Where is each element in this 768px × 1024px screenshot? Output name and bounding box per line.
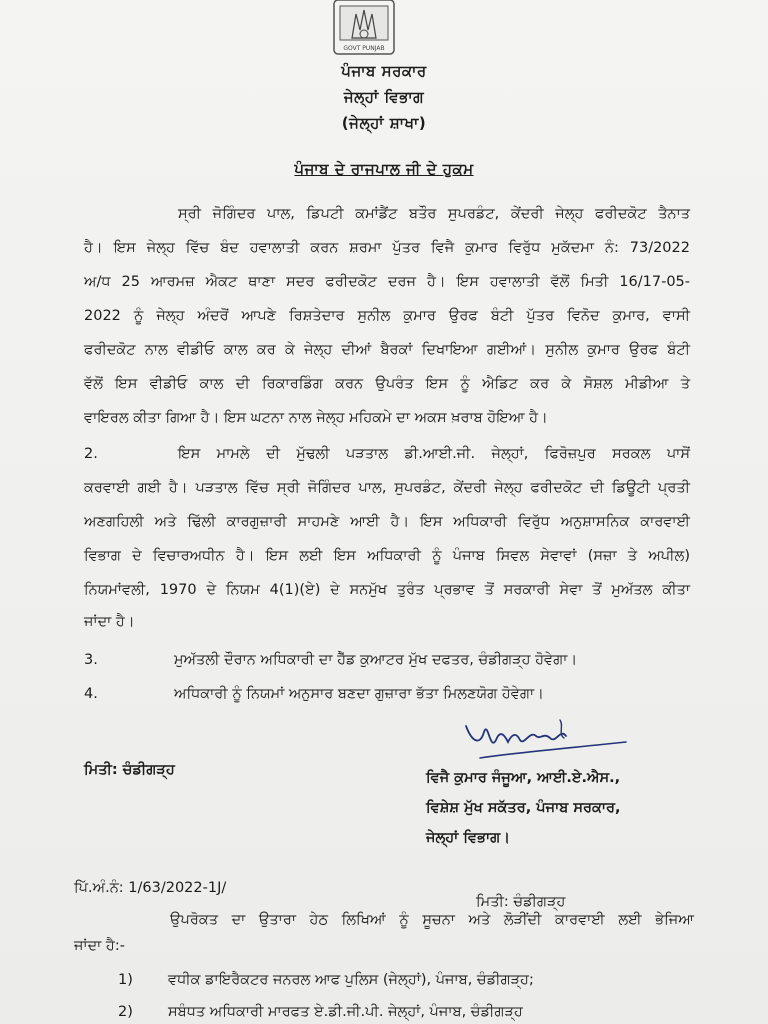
endorsement-intro: ਉਪਰੋਕਤ ਦਾ ਉਤਾਰਾ ਹੇਠ ਲਿਖਿਆਂ ਨੂੰ ਸੂਚਨਾ ਅਤੇ ਲੋੜੀਂਦੀ ਕਾਰਵਾਈ ਲਈ ਭੇਜਿਆ [170,912,694,928]
branch-name: (ਜੇਲ੍ਹਾਂ ਸ਼ਾਖਾ) [341,114,427,132]
para2-line: ਇਸ ਮਾਮਲੇ ਦੀ ਮੁੱਢਲੀ ਪੜਤਾਲ ਡੀ.ਆਈ.ਜੀ. ਜੇਲ੍ਹਾਂ, ਫਿਰੋਜ਼ਪੁਰ ਸਰਕਲ ਪਾਸੋਂ [178,446,690,462]
para4-number: 4. [84,686,98,702]
para2-number: 2. [84,446,98,462]
para1-line: ਸ੍ਰੀ ਜੋਗਿੰਦਰ ਪਾਲ, ਡਿਪਟੀ ਕਮਾਂਡੈਂਟ ਬਤੌਰ ਸੁਪਰਡੰਟ, ਕੇਂਦਰੀ ਜੇਲ੍ਹ ਫਰੀਦਕੋਟ ਤੈਨਾਤ [178,206,690,222]
endorsement-date: ਮਿਤੀ: ਚੰਡੀਗੜ੍ਹ [476,894,566,910]
para1-line: 2022 ਨੂੰ ਜੇਲ੍ਹ ਅੰਦਰੋਂ ਆਪਣੇ ਰਿਸ਼ਤੇਦਾਰ ਸੁਨੀਲ ਕੁਮਾਰ ਉਰਫ ਬੰਟੀ ਪੁੱਤਰ ਵਿਨੋਦ ਕੁਮਾਰ, ਵਾਸੀ [84,308,690,324]
place-label: ਮਿਤੀ: ਚੰਡੀਗੜ੍ਹ [84,762,175,778]
para2-line: ਵਿਭਾਗ ਦੇ ਵਿਚਾਰਅਧੀਨ ਹੈ। ਇਸ ਲਈ ਇਸ ਅਧਿਕਾਰੀ ਨੂੰ ਪੰਜਾਬ ਸਿਵਲ ਸੇਵਾਵਾਂ (ਸਜ਼ਾ ਤੇ ਅਪੀਲ) [84,548,690,564]
list-item-number: 2) [118,1004,133,1020]
para2-line: ਅਣਗਹਿਲੀ ਅਤੇ ਢਿੱਲੀ ਕਾਰਗੁਜ਼ਾਰੀ ਸਾਹਮਣੇ ਆਈ ਹੈ। ਇਸ ਅਧਿਕਾਰੀ ਵਿਰੁੱਧ ਅਨੁਸ਼ਾਸਨਿਕ ਕਾਰਵਾਈ [84,514,690,530]
para1-line: ਵੱਲੋਂ ਇਸ ਵੀਡੀਓ ਕਾਲ ਦੀ ਰਿਕਾਰਡਿੰਗ ਕਰਨ ਉਪਰੰਤ ਇਸ ਨੂੰ ਐਡਿਟ ਕਰ ਕੇ ਸੋਸ਼ਲ ਮੀਡੀਆ ਤੇ [84,376,690,392]
para1-line: ਹੈ। ਇਸ ਜੇਲ੍ਹ ਵਿੱਚ ਬੰਦ ਹਵਾਲਾਤੀ ਕਰਨ ਸ਼ਰਮਾ ਪੁੱਤਰ ਵਿਜੈ ਕੁਮਾਰ ਵਿਰੁੱਧ ਮੁਕੱਦਮਾ ਨੰ: 73/2022 [84,240,690,256]
govt-name: ਪੰਜਾਬ ਸਰਕਾਰ [341,62,427,80]
para3-text: ਮੁਅੱਤਲੀ ਦੌਰਾਨ ਅਧਿਕਾਰੀ ਦਾ ਹੈੱਡ ਕੁਆਟਰ ਮੁੱਖ ਦਫਤਰ, ਚੰਡੀਗੜ੍ਹ ਹੋਵੇਗਾ। [174,652,578,668]
para2-line: ਜਾਂਦਾ ਹੈ। [84,614,135,630]
state-emblem-icon [332,0,396,56]
endorsement-number: ਪਿੱ.ਅੰ.ਨੰ: 1/63/2022-1J/ [74,880,227,896]
order-title: ਪੰਜਾਬ ਦੇ ਰਾਜਪਾਲ ਜੀ ਦੇ ਹੁਕਮ [294,160,474,178]
para2-line: ਨਿਯਮਾਂਵਲੀ, 1970 ਦੇ ਨਿਯਮ 4(1)(ਏ) ਦੇ ਸਨਮੁੱਖ ਤੁਰੰਤ ਪ੍ਰਭਾਵ ਤੋਂ ਸਰਕਾਰੀ ਸੇਵਾ ਤੋਂ ਮੁਅੱਤਲ ਕੀਤਾ [84,582,690,598]
signatory-department: ਜੇਲ੍ਹਾਂ ਵਿਭਾਗ। [426,830,510,846]
signatory-name: ਵਿਜੈ ਕੁਮਾਰ ਜੰਜੂਆ, ਆਈ.ਏ.ਐਸ., [426,770,621,786]
signature-icon [460,712,630,762]
para3-number: 3. [84,652,98,668]
svg-text:GOVT PUNJAB: GOVT PUNJAB [343,45,385,52]
list-item: ਵਧੀਕ ਡਾਇਰੈਕਟਰ ਜਨਰਲ ਆਫ ਪੁਲਿਸ (ਜੇਲ੍ਹਾਂ), ਪੰਜਾਬ, ਚੰਡੀਗੜ੍ਹ; [168,972,534,988]
list-item-number: 1) [118,972,133,988]
para1-line: ਅ/ਧ 25 ਆਰਮਜ਼ ਐਕਟ ਥਾਣਾ ਸਦਰ ਫਰੀਦਕੋਟ ਦਰਜ ਹੈ। ਇਸ ਹਵਾਲਾਤੀ ਵੱਲੋਂ ਮਿਤੀ 16/17-05- [84,274,690,290]
signatory-designation: ਵਿਸ਼ੇਸ਼ ਮੁੱਖ ਸਕੱਤਰ, ਪੰਜਾਬ ਸਰਕਾਰ, [426,800,621,816]
endorsement-intro-end: ਜਾਂਦਾ ਹੈ:- [74,938,125,954]
department-name: ਜੇਲ੍ਹਾਂ ਵਿਭਾਗ [343,88,425,106]
para2-line: ਕਰਵਾਈ ਗਈ ਹੈ। ਪੜਤਾਲ ਵਿੱਚ ਸ੍ਰੀ ਜੋਗਿੰਦਰ ਪਾਲ, ਸੁਪਰਡੰਟ, ਕੇਂਦਰੀ ਜੇਲ੍ਹ ਫਰੀਦਕੋਟ ਦੀ ਡਿਊਟੀ ਪ੍ਰਤੀ [84,480,690,496]
para1-line: ਵਾਇਰਲ ਕੀਤਾ ਗਿਆ ਹੈ। ਇਸ ਘਟਨਾ ਨਾਲ ਜੇਲ੍ਹ ਮਹਿਕਮੇ ਦਾ ਅਕਸ ਖ਼ਰਾਬ ਹੋਇਆ ਹੈ। [84,410,548,426]
list-item: ਸਬੰਧਤ ਅਧਿਕਾਰੀ ਮਾਰਫਤ ਏ.ਡੀ.ਜੀ.ਪੀ. ਜੇਲ੍ਹਾਂ, ਪੰਜਾਬ, ਚੰਡੀਗੜ੍ਹ [168,1004,523,1020]
para4-text: ਅਧਿਕਾਰੀ ਨੂੰ ਨਿਯਮਾਂ ਅਨੁਸਾਰ ਬਣਦਾ ਗੁਜ਼ਾਰਾ ਭੱਤਾ ਮਿਲਣਯੋਗ ਹੋਵੇਗਾ। [174,686,544,702]
para1-line: ਫਰੀਦਕੋਟ ਨਾਲ ਵੀਡੀਓ ਕਾਲ ਕਰ ਕੇ ਜੇਲ੍ਹ ਦੀਆਂ ਬੈਰਕਾਂ ਦਿਖਾਇਆ ਗਈਆਂ। ਸੁਨੀਲ ਕੁਮਾਰ ਉਰਫ ਬੰਟੀ [84,342,690,358]
